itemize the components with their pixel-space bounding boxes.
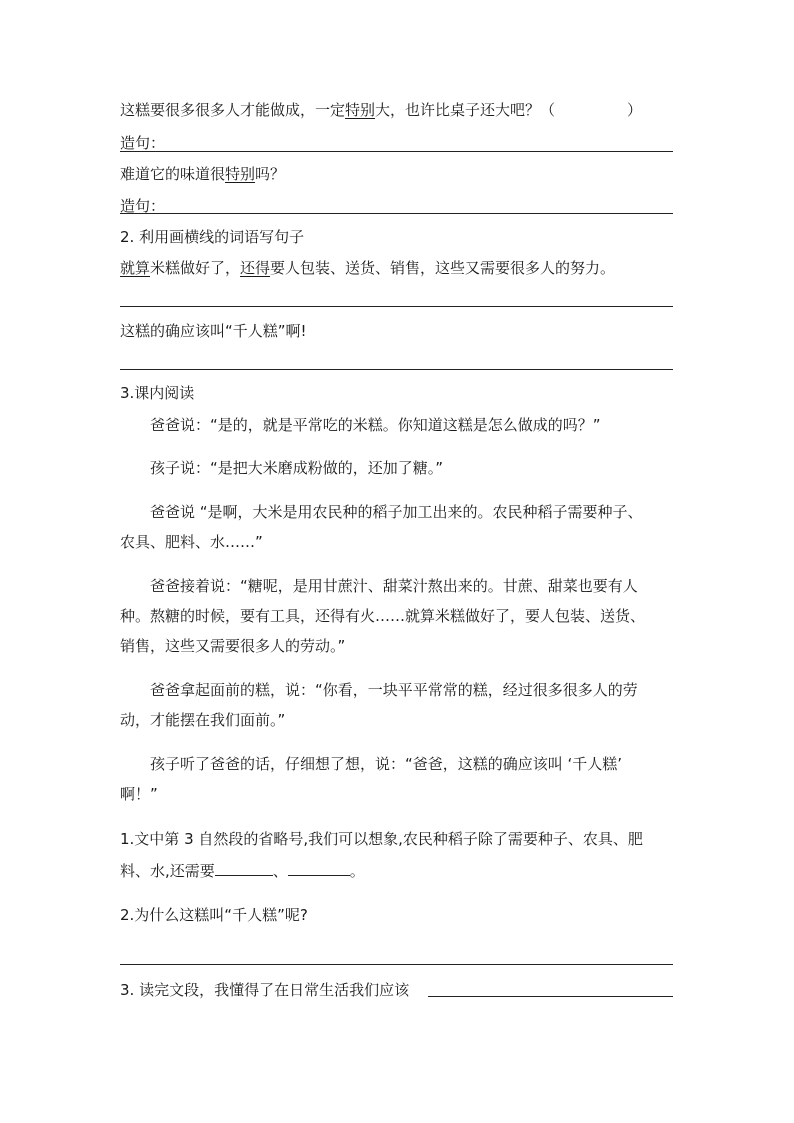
sentence-1 bbox=[120, 100, 642, 120]
paragraph-6-line-2: 啊！” bbox=[120, 785, 158, 803]
question-1-end: 。 bbox=[349, 862, 365, 880]
answer-line-4[interactable] bbox=[120, 369, 673, 370]
section-2-sentence-1 bbox=[120, 258, 615, 278]
paragraph-6-line-1: 孩子听了爸爸的话，仔细想了想，说：“爸爸，这糕的确应该叫 ‘千人糕’ bbox=[150, 755, 623, 773]
paragraph-4-line-1: 爸爸接着说：“糖呢，是用甘蔗汁、甜菜汁熬出来的。甘蔗、甜菜也要有人 bbox=[150, 577, 638, 595]
sentence-1-close-paren: ） bbox=[627, 101, 643, 119]
paragraph-2: 孩子说：“是把大米磨成粉做的，还加了糖。” bbox=[150, 459, 444, 477]
question-1-line-1: 1.文中第 3 自然段的省略号,我们可以想象,农民种稻子除了需要种子、农具、肥 bbox=[120, 830, 643, 848]
question-3: 3. 读完文段，我懂得了在日常生活我们应该 bbox=[120, 981, 410, 999]
question-1-blank-2[interactable] bbox=[288, 861, 350, 876]
sentence-1-underlined-word: 特别 bbox=[345, 101, 376, 119]
sentence-2-before: 难道它的味道很 bbox=[120, 165, 226, 183]
sentence-1-after: 大，也许比桌子还大吧？（ bbox=[375, 101, 556, 119]
zaoju-label-2: 造句： bbox=[120, 197, 166, 215]
paragraph-5-line-2: 动，才能摆在我们面前。” bbox=[120, 711, 286, 729]
section-2-sentence-2: 这糕的确应该叫“千人糕”啊! bbox=[120, 322, 307, 340]
answer-line-3[interactable] bbox=[120, 306, 673, 307]
section-2-heading: 2. 利用画横线的词语写句子 bbox=[120, 228, 305, 246]
paragraph-4-line-2: 种。熬糖的时候，要有工具，还得有火……就算米糕做好了，要人包装、送货、 bbox=[120, 607, 646, 625]
underlined-word-jiusuan: 就算 bbox=[120, 259, 151, 277]
sentence-1-before: 这糕要很多很多人才能做成，一定 bbox=[120, 101, 346, 119]
underlined-word-haide: 还得 bbox=[240, 259, 271, 277]
question-1-line-2 bbox=[120, 861, 365, 881]
zaoju-answer-line-1[interactable] bbox=[120, 151, 673, 152]
reading-heading: 3.课内阅读 bbox=[120, 384, 195, 402]
sentence-after: 要人包装、送货、销售，这些又需要很多人的努力。 bbox=[270, 259, 616, 277]
sentence-2-after: 吗？ bbox=[255, 165, 286, 183]
zaoju-label-1: 造句： bbox=[120, 134, 166, 152]
sentence-2-underlined-word: 特别 bbox=[225, 165, 256, 183]
paragraph-5-line-1: 爸爸拿起面前的糕，说：“你看，一块平平常常的糕，经过很多很多人的劳 bbox=[150, 681, 638, 699]
question-2: 2.为什么这糕叫“千人糕”呢? bbox=[120, 906, 308, 924]
sentence-mid: 米糕做好了， bbox=[150, 259, 241, 277]
sentence-2 bbox=[120, 164, 285, 184]
question-3-answer-line[interactable] bbox=[428, 996, 673, 997]
paragraph-3-line-2: 农具、肥料、水……” bbox=[120, 533, 263, 551]
paragraph-1: 爸爸说：“是的，就是平常吃的米糕。你知道这糕是怎么做成的吗？” bbox=[150, 416, 601, 434]
question-1-blank-1[interactable] bbox=[215, 861, 273, 876]
paragraph-3-line-1: 爸爸说 “是啊，大米是用农民种的稻子加工出来的。农民种稻子需要种子、 bbox=[150, 503, 643, 521]
paragraph-4-line-3: 销售，这些又需要很多人的劳动。” bbox=[120, 637, 346, 655]
question-1-separator: 、 bbox=[272, 862, 288, 880]
zaoju-answer-line-2[interactable] bbox=[120, 213, 673, 214]
question-1-text: 料、水,还需要 bbox=[120, 862, 215, 880]
question-2-answer-line[interactable] bbox=[120, 964, 673, 965]
